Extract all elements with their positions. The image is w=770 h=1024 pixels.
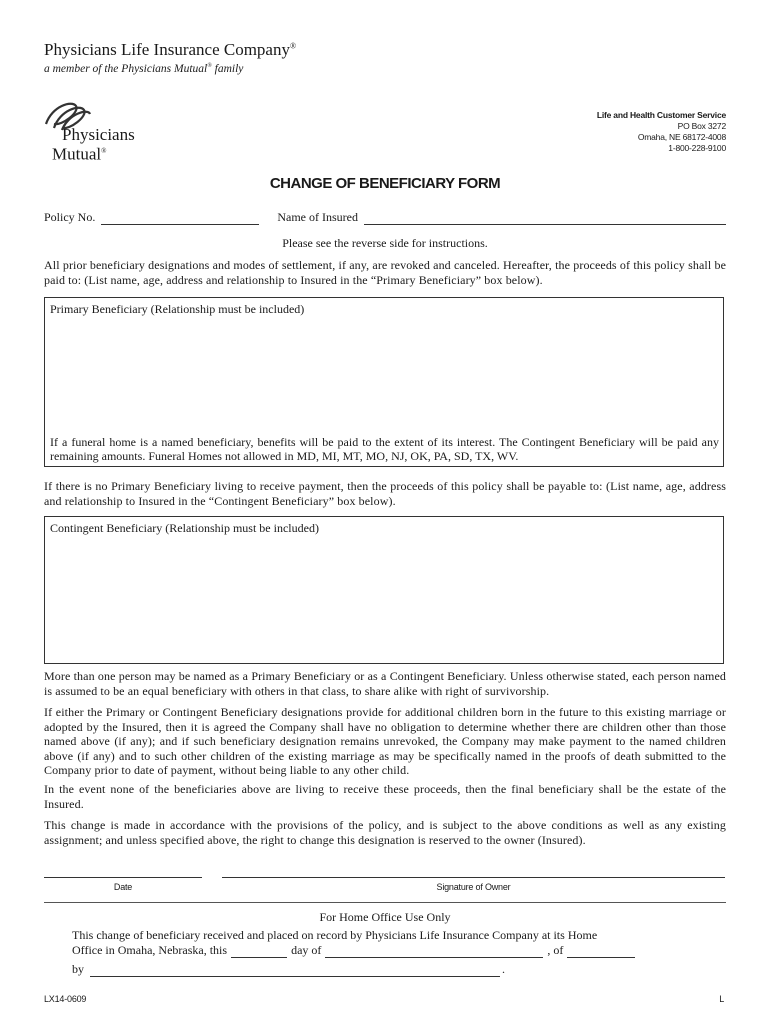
contingent-beneficiary-box[interactable] [44,516,724,664]
form-letter: L [719,994,724,1004]
intro-paragraph: All prior beneficiary designations and modes of settlement, if any, are revoked and canceled. Hereafter, the proceeds of this policy shall be paid to: (List name, age, address and relationship to Insured in the “Primary Beneficiary” box below). [44,258,726,287]
primary-beneficiary-label: Primary Beneficiary (Relationship must be included) [50,302,305,316]
home-office-by-field[interactable] [90,965,500,977]
contingent-intro: If there is no Primary Beneficiary living to receive payment, then the proceeds of this policy shall be payable to: (List name, age, address and relationship to Insured in the “Contingent Beneficiary” box below). [44,479,726,508]
home-office-year-field[interactable] [567,946,635,958]
policy-no-field[interactable] [101,213,259,225]
member-tagline: a member of the Physicians Mutual® family [44,63,244,75]
date-signature-line[interactable] [44,877,202,878]
contact-title: Life and Health Customer Service [596,110,726,120]
owner-signature-label: Signature of Owner [436,882,511,892]
insured-name-label: Name of Insured [277,210,358,224]
paragraph-children: If either the Primary or Contingent Beneficiary designations provide for additional children born in the future to this existing marriage or adopted by the Insured, then it is agreed the Company shall have no obligation to determine whether there are children other than those named above (if any); and if such beneficiary designation remains unrevoked, the Company may make payment to the named children above (if any) and to such other children of the existing marriage as may be specifically named in the proofs of death submitted to the Company prior to date of payment, without being liable to any other child. [44,705,726,778]
home-office-month-field[interactable] [325,946,543,958]
company-name: Physicians Life Insurance Company® [44,40,297,59]
home-office-day-field[interactable] [231,946,287,958]
form-code: LX14-0609 [44,994,87,1004]
home-office-line-3: by . [72,962,505,976]
instructions-note: Please see the reverse side for instructions. [282,236,488,250]
insured-name-field[interactable] [364,213,726,225]
date-label: Date [113,882,133,892]
form-title: CHANGE OF BENEFICIARY FORM [269,175,501,192]
policy-insured-row [44,210,726,225]
logo-wordmark: Physicians Mutual® [52,125,135,164]
home-office-line-2: Office in Omaha, Nebraska, this day of , of [72,943,635,958]
home-office-line-1: This change of beneficiary received and placed on record by Physicians Life Insurance Company at its Home [72,928,598,942]
paragraph-multiple-beneficiaries: More than one person may be named as a Primary Beneficiary or as a Contingent Beneficiary. Unless otherwise stated, each person named is assumed to be an equal beneficiary with others in that class, to share alike with right of survivorship. [44,669,726,698]
funeral-home-note: If a funeral home is a named beneficiary, benefits will be paid to the extent of its interest. The Contingent Beneficiary will be paid any remaining amounts. Funeral Homes not allowed in MD, MI, MT, MO, NJ, OK, PA, SD, TX, WV. [50,434,719,464]
contact-phone: 1-800-228-9100 [668,143,726,153]
home-office-title: For Home Office Use Only [319,910,451,924]
contact-po-box: PO Box 3272 [677,121,726,131]
divider [44,902,726,903]
contact-city: Omaha, NE 68172-4008 [637,132,726,142]
paragraph-assignment: This change is made in accordance with the provisions of the policy, and is subject to the above conditions as well as any existing assignment; and unless specified above, the right to change this designation is reserved to the owner (Insured). [44,818,726,847]
policy-no-label: Policy No. [44,210,96,224]
owner-signature-line[interactable] [222,877,725,878]
contingent-beneficiary-label: Contingent Beneficiary (Relationship must be included) [50,521,319,535]
customer-service-contact [486,110,726,154]
paragraph-estate: In the event none of the beneficiaries above are living to receive these proceeds, then the final beneficiary shall be the estate of the Insured. [44,782,726,811]
primary-beneficiary-box[interactable] [44,297,724,467]
